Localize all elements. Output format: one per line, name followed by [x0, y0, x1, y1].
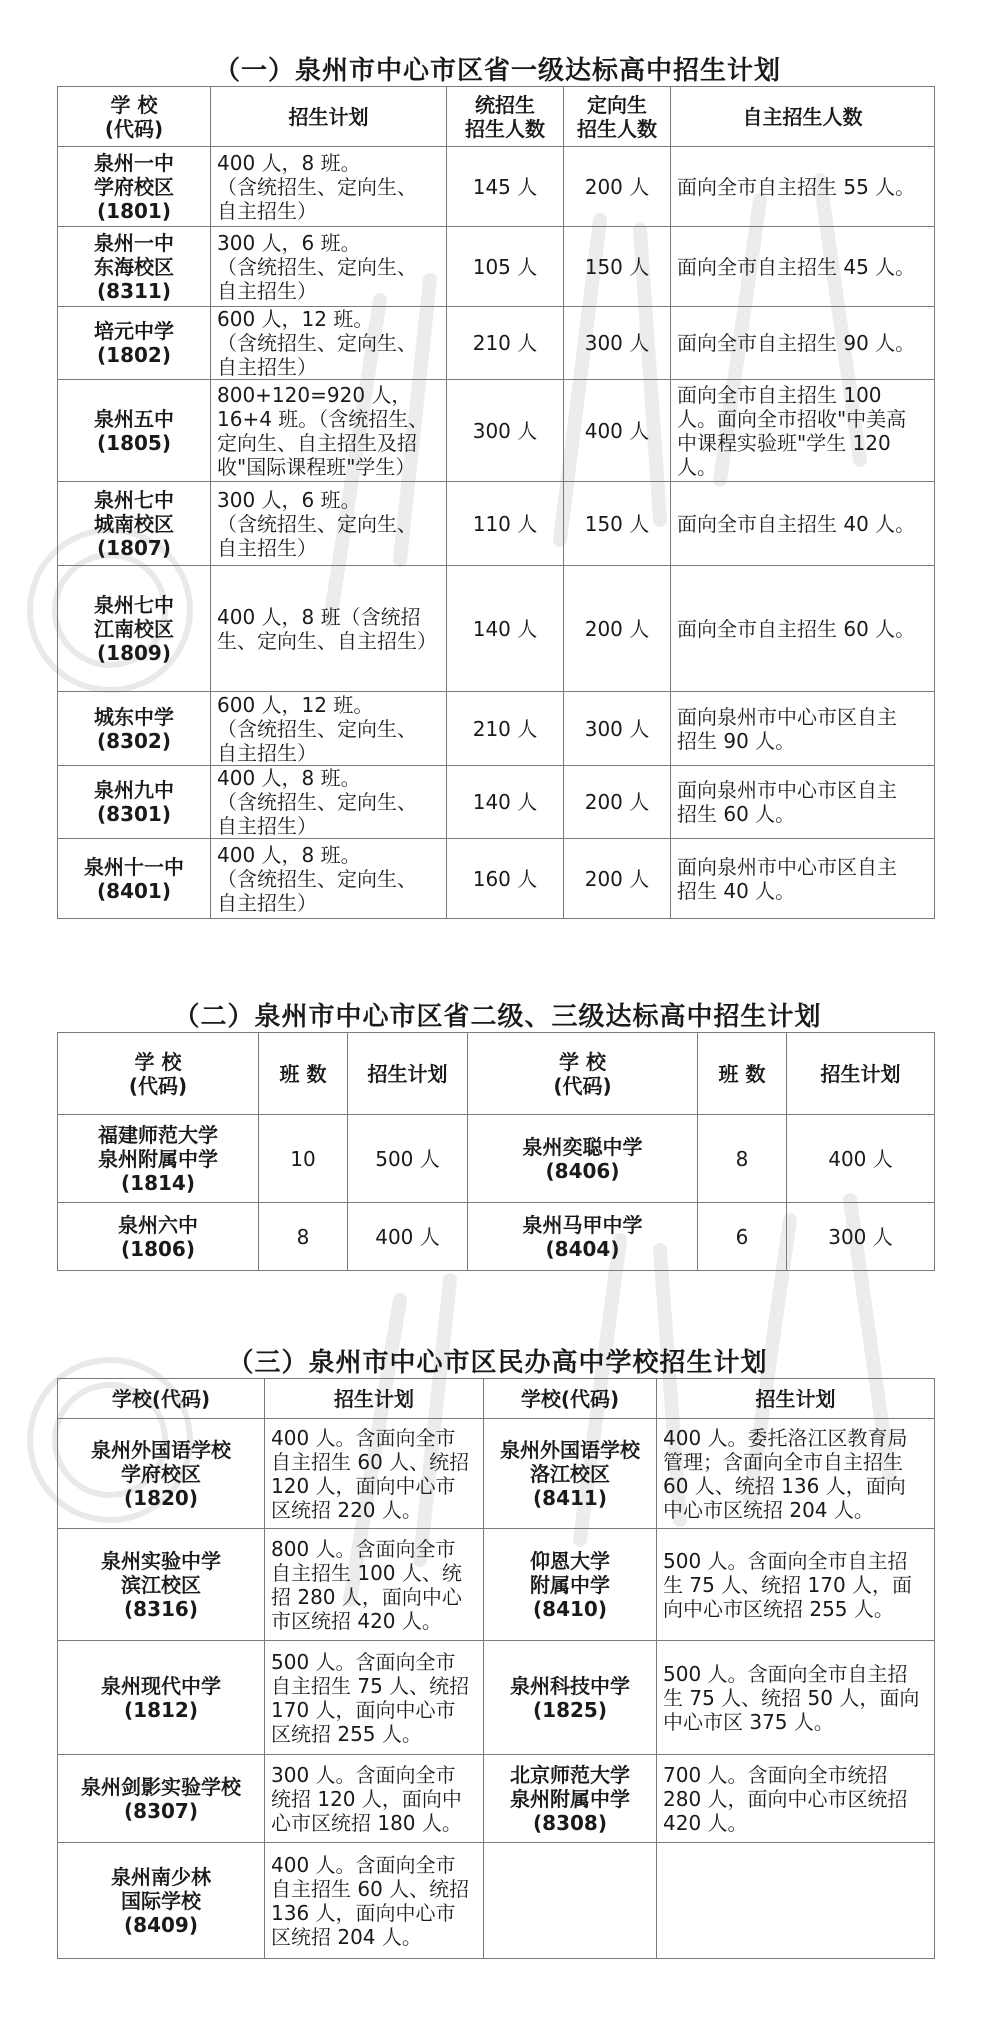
- plan-cell: 600 人，12 班。 （含统招生、定向生、 自主招生）: [211, 307, 447, 380]
- header-school: 学 校 (代码): [58, 87, 211, 147]
- school-name: 泉州马甲中学: [522, 1212, 643, 1237]
- school-name: 泉州五中: [94, 406, 174, 431]
- school-code: (8307): [124, 1798, 198, 1823]
- table-row: [58, 1641, 935, 1755]
- header-classes-b: 班 数: [698, 1033, 787, 1115]
- school-cell: [58, 1529, 265, 1641]
- dingxiang-cell: 300 人: [564, 692, 671, 766]
- school-cell: [58, 766, 211, 839]
- page-title-section-1: （一）泉州市中心市区省一级达标高中招生计划: [213, 56, 781, 86]
- tongzhao-cell: 105 人: [447, 227, 564, 307]
- school-code: (8404): [545, 1236, 620, 1261]
- page-title-section-3: （三）泉州市中心市区民办高中学校招生计划: [227, 1348, 768, 1378]
- table-row: [58, 566, 935, 692]
- table-section-1: [57, 86, 935, 919]
- school-code: (1812): [124, 1697, 198, 1722]
- school-code: (8302): [97, 728, 171, 753]
- table-row: [58, 482, 935, 566]
- table-row: [58, 380, 935, 482]
- plan-cell: 400 人。含面向全市 自主招生 60 人、统招 120 人，面向中心市 区统招 220 人。: [265, 1419, 484, 1529]
- plan-cell: 400 人，8 班。 （含统招生、定向生、 自主招生）: [211, 839, 447, 919]
- school-name: 泉州科技中学: [510, 1673, 630, 1698]
- plan-cell: [657, 1843, 935, 1959]
- school-code: (8311): [97, 278, 171, 303]
- table-row: [58, 1115, 935, 1203]
- school-code: (1806): [121, 1236, 195, 1261]
- zizhu-cell: 面向全市自主招生 45 人。: [671, 227, 935, 307]
- tongzhao-cell: 300 人: [447, 380, 564, 482]
- page-title-section-2: （二）泉州市中心市区省二级、三级达标高中招生计划: [173, 1002, 822, 1032]
- school-code: (1805): [97, 430, 171, 455]
- header-school-b: 学 校 (代码): [468, 1033, 698, 1115]
- table-row: [58, 1755, 935, 1843]
- school-name: 泉州九中: [94, 778, 174, 802]
- dingxiang-cell: 200 人: [564, 766, 671, 839]
- school-cell: [484, 1641, 657, 1755]
- school-cell: [468, 1203, 698, 1271]
- table-header-row: [58, 1033, 935, 1115]
- header-plan-b: 招生计划: [787, 1033, 935, 1115]
- school-name: 泉州七中 江南校区: [94, 592, 174, 641]
- school-cell: [484, 1529, 657, 1641]
- header-school-a: 学校(代码): [58, 1379, 265, 1419]
- school-cell: [58, 1115, 259, 1203]
- school-cell: [58, 147, 211, 227]
- school-name: 城东中学: [94, 704, 174, 729]
- school-code: (1801): [97, 198, 171, 223]
- table-row: [58, 766, 935, 839]
- school-name: 泉州一中 东海校区: [94, 230, 174, 279]
- tongzhao-cell: 110 人: [447, 482, 564, 566]
- tongzhao-cell: 210 人: [447, 692, 564, 766]
- school-cell: [484, 1419, 657, 1529]
- zizhu-cell: 面向全市自主招生 60 人。: [671, 566, 935, 692]
- plan-cell: 300 人: [787, 1203, 935, 1271]
- plan-cell: 400 人。含面向全市 自主招生 60 人、统招 136 人，面向中心市 区统招 204 人。: [265, 1843, 484, 1959]
- school-name: 福建师范大学 泉州附属中学: [98, 1122, 218, 1171]
- zizhu-cell: 面向全市自主招生 100 人。面向全市招收"中美高 中课程实验班"学生 120 人。: [671, 380, 935, 482]
- classes-cell: 8: [259, 1203, 348, 1271]
- school-cell: [58, 692, 211, 766]
- school-code: (8301): [97, 802, 171, 826]
- school-cell: [58, 839, 211, 919]
- plan-cell: 500 人。含面向全市自主招 生 75 人、统招 50 人，面向 中心市区 375 人。: [657, 1641, 935, 1755]
- table-row: [58, 1419, 935, 1529]
- plan-cell: 800 人。含面向全市 自主招生 100 人、统 招 280 人，面向中心 市区统招 420 人。: [265, 1529, 484, 1641]
- school-code: (1820): [124, 1485, 198, 1510]
- header-school-b: 学校(代码): [484, 1379, 657, 1419]
- school-cell: [58, 566, 211, 692]
- zizhu-cell: 面向泉州市中心市区自主 招生 60 人。: [671, 766, 935, 839]
- header-tongzhao: 统招生 招生人数: [447, 87, 564, 147]
- table-section-2: [57, 1032, 935, 1271]
- header-plan-a: 招生计划: [348, 1033, 468, 1115]
- school-code: (8406): [545, 1158, 620, 1183]
- table-row: [58, 1203, 935, 1271]
- school-name: 泉州剑影实验学校: [81, 1774, 241, 1799]
- table-section-3: [57, 1378, 935, 1959]
- dingxiang-cell: 400 人: [564, 380, 671, 482]
- plan-cell: 700 人。含面向全市统招 280 人，面向中心市区统招 420 人。: [657, 1755, 935, 1843]
- school-cell: [58, 1641, 265, 1755]
- school-name: 泉州现代中学: [101, 1673, 221, 1698]
- school-code: (8411): [533, 1485, 607, 1510]
- school-name: 泉州奕聪中学: [522, 1134, 643, 1159]
- plan-cell: 400 人: [787, 1115, 935, 1203]
- classes-cell: 10: [259, 1115, 348, 1203]
- school-cell: [468, 1115, 698, 1203]
- tongzhao-cell: 140 人: [447, 766, 564, 839]
- table-row: [58, 839, 935, 919]
- school-code: (1825): [533, 1697, 607, 1722]
- header-plan-a: 招生计划: [265, 1379, 484, 1419]
- header-plan: 招生计划: [211, 87, 447, 147]
- school-name: 泉州南少林 国际学校: [111, 1864, 211, 1913]
- zizhu-cell: 面向泉州市中心市区自主 招生 90 人。: [671, 692, 935, 766]
- plan-cell: 500 人: [348, 1115, 468, 1203]
- table-row: [58, 1843, 935, 1959]
- tongzhao-cell: 140 人: [447, 566, 564, 692]
- plan-cell: 400 人，8 班。 （含统招生、定向生、 自主招生）: [211, 147, 447, 227]
- school-code: (1802): [97, 343, 171, 367]
- table-row: [58, 692, 935, 766]
- header-classes-a: 班 数: [259, 1033, 348, 1115]
- header-dingxiang: 定向生 招生人数: [564, 87, 671, 147]
- zizhu-cell: 面向全市自主招生 55 人。: [671, 147, 935, 227]
- school-name: 泉州十一中: [84, 854, 184, 879]
- plan-cell: 400 人。委托洛江区教育局 管理；含面向全市自主招生 60 人、统招 136 人，面向 中心市区统招 204 人。: [657, 1419, 935, 1529]
- school-cell: [58, 307, 211, 380]
- school-cell: [58, 1203, 259, 1271]
- classes-cell: 8: [698, 1115, 787, 1203]
- header-school-a: 学 校 (代码): [58, 1033, 259, 1115]
- school-cell: [58, 482, 211, 566]
- school-code: (1807): [97, 535, 171, 560]
- school-name: 仰恩大学 附属中学: [530, 1548, 610, 1597]
- dingxiang-cell: 200 人: [564, 566, 671, 692]
- school-name: 泉州实验中学 滨江校区: [101, 1548, 221, 1597]
- dingxiang-cell: 150 人: [564, 227, 671, 307]
- school-code: (1814): [121, 1170, 195, 1195]
- school-cell: [58, 1419, 265, 1529]
- school-cell: [58, 227, 211, 307]
- school-name: 北京师范大学 泉州附属中学: [510, 1762, 630, 1811]
- zizhu-cell: 面向泉州市中心市区自主 招生 40 人。: [671, 839, 935, 919]
- tongzhao-cell: 160 人: [447, 839, 564, 919]
- dingxiang-cell: 200 人: [564, 839, 671, 919]
- school-name: 泉州外国语学校 洛江校区: [500, 1437, 640, 1486]
- school-code: (8410): [533, 1596, 607, 1621]
- dingxiang-cell: 200 人: [564, 147, 671, 227]
- table-row: [58, 1529, 935, 1641]
- plan-cell: 600 人，12 班。 （含统招生、定向生、 自主招生）: [211, 692, 447, 766]
- table-header-row: [58, 87, 935, 147]
- dingxiang-cell: 300 人: [564, 307, 671, 380]
- school-name: 泉州一中 学府校区: [94, 150, 174, 199]
- school-code: (8409): [124, 1912, 198, 1937]
- school-code: (8316): [124, 1596, 198, 1621]
- tongzhao-cell: 210 人: [447, 307, 564, 380]
- header-zizhu: 自主招生人数: [671, 87, 935, 147]
- table-header-row: [58, 1379, 935, 1419]
- zizhu-cell: 面向全市自主招生 90 人。: [671, 307, 935, 380]
- header-plan-b: 招生计划: [657, 1379, 935, 1419]
- plan-cell: 300 人，6 班。 （含统招生、定向生、 自主招生）: [211, 227, 447, 307]
- plan-cell: 500 人。含面向全市自主招 生 75 人、统招 170 人，面 向中心市区统招 255 人。: [657, 1529, 935, 1641]
- school-name: 泉州六中: [118, 1212, 198, 1237]
- plan-cell: 300 人。含面向全市 统招 120 人，面向中 心市区统招 180 人。: [265, 1755, 484, 1843]
- school-name: 泉州七中 城南校区: [94, 487, 174, 536]
- school-code: (8308): [533, 1810, 607, 1835]
- plan-cell: 400 人，8 班。 （含统招生、定向生、 自主招生）: [211, 766, 447, 839]
- plan-cell: 400 人: [348, 1203, 468, 1271]
- school-cell: [58, 1755, 265, 1843]
- school-cell: [58, 1843, 265, 1959]
- school-cell: [484, 1843, 657, 1959]
- school-code: (1809): [97, 640, 171, 665]
- school-code: (8401): [97, 878, 171, 903]
- plan-cell: 300 人，6 班。 （含统招生、定向生、 自主招生）: [211, 482, 447, 566]
- classes-cell: 6: [698, 1203, 787, 1271]
- table-row: [58, 307, 935, 380]
- table-row: [58, 227, 935, 307]
- zizhu-cell: 面向全市自主招生 40 人。: [671, 482, 935, 566]
- plan-cell: 400 人，8 班（含统招 生、定向生、自主招生）: [211, 566, 447, 692]
- table-row: [58, 147, 935, 227]
- plan-cell: 800+120=920 人， 16+4 班。（含统招生、 定向生、自主招生及招 收"国际课程班"学生）: [211, 380, 447, 482]
- plan-cell: 500 人。含面向全市 自主招生 75 人、统招 170 人，面向中心市 区统招 255 人。: [265, 1641, 484, 1755]
- school-cell: [484, 1755, 657, 1843]
- dingxiang-cell: 150 人: [564, 482, 671, 566]
- school-name: 培元中学: [94, 319, 174, 343]
- tongzhao-cell: 145 人: [447, 147, 564, 227]
- school-name: 泉州外国语学校 学府校区: [91, 1437, 231, 1486]
- school-cell: [58, 380, 211, 482]
